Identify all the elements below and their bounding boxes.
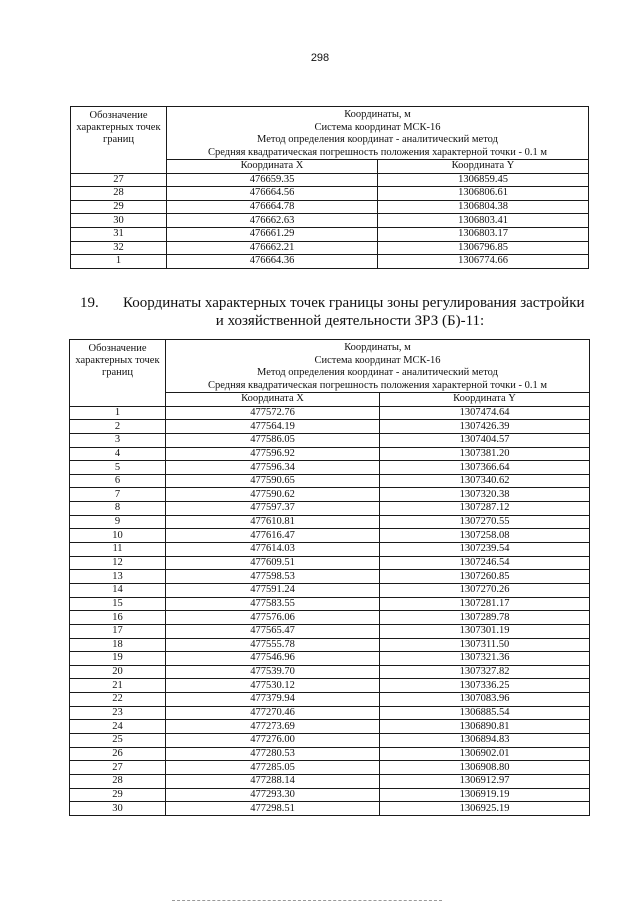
coordinate-x-cell: 477596.92 xyxy=(166,447,380,461)
section-number: 19. xyxy=(80,295,99,311)
coordinate-x-cell: 476664.78 xyxy=(167,200,378,214)
coordinate-x-cell: 476662.21 xyxy=(167,241,378,255)
point-number-cell: 25 xyxy=(70,734,166,748)
table-row xyxy=(70,515,590,529)
point-number-cell: 29 xyxy=(70,788,166,802)
table-row xyxy=(71,200,589,214)
point-number-cell: 30 xyxy=(71,214,167,228)
coordinate-y-cell: 1307320.38 xyxy=(380,488,590,502)
table-row xyxy=(70,611,590,625)
coordinate-y-cell: 1306919.19 xyxy=(380,788,590,802)
coordinate-y-cell: 1307327.82 xyxy=(380,665,590,679)
coordinate-x-cell: 477288.14 xyxy=(166,774,380,788)
table-row xyxy=(70,529,590,543)
coordinates-header-line: Средняя квадратическая погрешность положения характерной точки - 0.1 м xyxy=(208,379,547,391)
point-number-cell: 27 xyxy=(70,761,166,775)
point-number-cell: 9 xyxy=(70,515,166,529)
table-row xyxy=(70,734,590,748)
table-row xyxy=(70,693,590,707)
coordinate-y-cell: 1306902.01 xyxy=(380,747,590,761)
column-x-header: Координата X xyxy=(167,160,378,174)
coordinates-header xyxy=(167,107,589,160)
coordinate-y-cell: 1307260.85 xyxy=(380,570,590,584)
coordinate-x-cell: 477598.53 xyxy=(166,570,380,584)
table-row xyxy=(70,638,590,652)
column-y-header: Координата Y xyxy=(380,393,590,407)
table-row xyxy=(70,556,590,570)
coordinate-x-cell: 476662.63 xyxy=(167,214,378,228)
point-number-cell: 17 xyxy=(70,624,166,638)
point-number-cell: 1 xyxy=(70,406,166,420)
table-row xyxy=(70,461,590,475)
table-row xyxy=(70,624,590,638)
point-number-cell: 11 xyxy=(70,543,166,557)
coordinate-x-cell: 477565.47 xyxy=(166,624,380,638)
coordinate-x-cell: 477276.00 xyxy=(166,734,380,748)
coordinate-x-cell: 477530.12 xyxy=(166,679,380,693)
table-row xyxy=(70,406,590,420)
coordinate-x-cell: 477293.30 xyxy=(166,788,380,802)
coordinate-x-cell: 477285.05 xyxy=(166,761,380,775)
table-row xyxy=(70,665,590,679)
table-row xyxy=(70,706,590,720)
coordinate-y-cell: 1307281.17 xyxy=(380,597,590,611)
table-row xyxy=(70,488,590,502)
table-row xyxy=(71,187,589,201)
column-x-header: Координата X xyxy=(166,393,380,407)
coordinate-y-cell: 1307404.57 xyxy=(380,433,590,447)
coordinate-x-cell: 477576.06 xyxy=(166,611,380,625)
coordinates-table-1 xyxy=(70,106,589,269)
point-number-cell: 28 xyxy=(71,187,167,201)
coordinate-y-cell: 1307287.12 xyxy=(380,502,590,516)
coordinate-x-cell: 477596.34 xyxy=(166,461,380,475)
coordinate-y-cell: 1306925.19 xyxy=(380,802,590,816)
coordinate-x-cell: 476664.36 xyxy=(167,255,378,269)
coordinate-y-cell: 1306803.41 xyxy=(378,214,589,228)
table-row xyxy=(71,241,589,255)
coordinate-y-cell: 1306908.80 xyxy=(380,761,590,775)
point-number-cell: 14 xyxy=(70,583,166,597)
coordinates-table-2 xyxy=(69,339,590,816)
designation-header: Обозначение характерных точек границ xyxy=(71,107,167,174)
point-number-cell: 8 xyxy=(70,502,166,516)
table-row xyxy=(70,447,590,461)
coordinate-x-cell: 477572.76 xyxy=(166,406,380,420)
point-number-cell: 20 xyxy=(70,665,166,679)
point-number-cell: 19 xyxy=(70,652,166,666)
point-number-cell: 22 xyxy=(70,693,166,707)
coordinate-x-cell: 476659.35 xyxy=(167,173,378,187)
coordinate-y-cell: 1307258.08 xyxy=(380,529,590,543)
coordinate-y-cell: 1306885.54 xyxy=(380,706,590,720)
table-row xyxy=(70,788,590,802)
coordinate-x-cell: 477298.51 xyxy=(166,802,380,816)
coordinates-header-line: Система координат МСК-16 xyxy=(314,354,441,366)
coordinates-header-line: Метод определения координат - аналитический метод xyxy=(257,134,498,145)
point-number-cell: 15 xyxy=(70,597,166,611)
point-number-cell: 10 xyxy=(70,529,166,543)
coordinate-y-cell: 1307474.64 xyxy=(380,406,590,420)
coordinate-x-cell: 477590.62 xyxy=(166,488,380,502)
column-y-header: Координата Y xyxy=(378,160,589,174)
point-number-cell: 7 xyxy=(70,488,166,502)
coordinate-x-cell: 477280.53 xyxy=(166,747,380,761)
coordinate-x-cell: 476664.56 xyxy=(167,187,378,201)
point-number-cell: 27 xyxy=(71,173,167,187)
point-number-cell: 29 xyxy=(71,200,167,214)
point-number-cell: 26 xyxy=(70,747,166,761)
coordinate-x-cell: 477614.03 xyxy=(166,543,380,557)
coordinate-y-cell: 1307289.78 xyxy=(380,611,590,625)
coordinate-y-cell: 1307239.54 xyxy=(380,543,590,557)
table-row xyxy=(70,597,590,611)
table-row xyxy=(71,214,589,228)
table-row xyxy=(70,774,590,788)
coordinate-x-cell: 477609.51 xyxy=(166,556,380,570)
coordinate-y-cell: 1307340.62 xyxy=(380,474,590,488)
point-number-cell: 12 xyxy=(70,556,166,570)
table-row xyxy=(70,747,590,761)
coordinate-x-cell: 477597.37 xyxy=(166,502,380,516)
point-number-cell: 16 xyxy=(70,611,166,625)
coordinate-y-cell: 1307083.96 xyxy=(380,693,590,707)
coordinate-x-cell: 477586.05 xyxy=(166,433,380,447)
coordinate-y-cell: 1307246.54 xyxy=(380,556,590,570)
point-number-cell: 23 xyxy=(70,706,166,720)
coordinates-header xyxy=(166,340,590,393)
table-row xyxy=(70,543,590,557)
point-number-cell: 1 xyxy=(71,255,167,269)
coordinate-x-cell: 477555.78 xyxy=(166,638,380,652)
coordinates-header-line: Средняя квадратическая погрешность положения характерной точки - 0.1 м xyxy=(208,146,547,158)
table-row xyxy=(70,583,590,597)
table-row xyxy=(70,420,590,434)
coordinate-y-cell: 1307301.19 xyxy=(380,624,590,638)
coordinate-y-cell: 1307270.55 xyxy=(380,515,590,529)
coordinate-y-cell: 1307366.64 xyxy=(380,461,590,475)
point-number-cell: 6 xyxy=(70,474,166,488)
table-row xyxy=(70,679,590,693)
coordinate-y-cell: 1306806.61 xyxy=(378,187,589,201)
table-row xyxy=(71,255,589,269)
coordinate-x-cell: 477591.24 xyxy=(166,583,380,597)
point-number-cell: 28 xyxy=(70,774,166,788)
coordinate-y-cell: 1307336.25 xyxy=(380,679,590,693)
coordinate-x-cell: 477564.19 xyxy=(166,420,380,434)
coordinates-header-line: Координаты, м xyxy=(344,109,411,120)
coordinate-y-cell: 1306774.66 xyxy=(378,255,589,269)
point-number-cell: 2 xyxy=(70,420,166,434)
coordinate-x-cell: 476661.29 xyxy=(167,227,378,241)
designation-header: Обозначение характерных точек границ xyxy=(70,340,166,407)
coordinate-x-cell: 477590.65 xyxy=(166,474,380,488)
table-row xyxy=(70,720,590,734)
section-title-line-2: и хозяйственной деятельности ЗРЗ (Б)-11: xyxy=(215,313,485,329)
coordinate-x-cell: 477583.55 xyxy=(166,597,380,611)
coordinate-y-cell: 1306890.81 xyxy=(380,720,590,734)
table-row xyxy=(70,652,590,666)
point-number-cell: 4 xyxy=(70,447,166,461)
point-number-cell: 21 xyxy=(70,679,166,693)
coordinate-y-cell: 1306912.97 xyxy=(380,774,590,788)
coordinate-y-cell: 1306804.38 xyxy=(378,200,589,214)
point-number-cell: 31 xyxy=(71,227,167,241)
table-row xyxy=(70,502,590,516)
page-number: 298 xyxy=(310,52,330,64)
coordinate-x-cell: 477539.70 xyxy=(166,665,380,679)
coordinate-x-cell: 477546.96 xyxy=(166,652,380,666)
point-number-cell: 13 xyxy=(70,570,166,584)
table-row xyxy=(70,474,590,488)
coordinate-y-cell: 1306894.83 xyxy=(380,734,590,748)
table-row xyxy=(70,761,590,775)
point-number-cell: 24 xyxy=(70,720,166,734)
section-title-line-1: Координаты характерных точек границы зоны регулирования застройки xyxy=(123,295,585,311)
table-row xyxy=(70,570,590,584)
point-number-cell: 3 xyxy=(70,433,166,447)
coordinate-x-cell: 477270.46 xyxy=(166,706,380,720)
table-row xyxy=(71,173,589,187)
coordinates-header-line: Система координат МСК-16 xyxy=(314,121,441,133)
coordinate-x-cell: 477610.81 xyxy=(166,515,380,529)
coordinate-y-cell: 1307270.26 xyxy=(380,583,590,597)
coordinate-y-cell: 1307381.20 xyxy=(380,447,590,461)
coordinate-x-cell: 477379.94 xyxy=(166,693,380,707)
coordinate-x-cell: 477273.69 xyxy=(166,720,380,734)
point-number-cell: 5 xyxy=(70,461,166,475)
point-number-cell: 30 xyxy=(70,802,166,816)
table-row xyxy=(70,433,590,447)
coordinate-y-cell: 1307311.50 xyxy=(380,638,590,652)
coordinate-y-cell: 1306803.17 xyxy=(378,227,589,241)
point-number-cell: 18 xyxy=(70,638,166,652)
coordinate-y-cell: 1307426.39 xyxy=(380,420,590,434)
coordinates-header-line: Метод определения координат - аналитический метод xyxy=(257,367,498,378)
coordinates-header-line: Координаты, м xyxy=(344,342,411,353)
coordinate-x-cell: 477616.47 xyxy=(166,529,380,543)
table-row xyxy=(71,227,589,241)
coordinate-y-cell: 1306796.85 xyxy=(378,241,589,255)
point-number-cell: 32 xyxy=(71,241,167,255)
table-row xyxy=(70,802,590,816)
coordinate-y-cell: 1306859.45 xyxy=(378,173,589,187)
coordinate-y-cell: 1307321.36 xyxy=(380,652,590,666)
scan-edge-line xyxy=(172,900,442,901)
